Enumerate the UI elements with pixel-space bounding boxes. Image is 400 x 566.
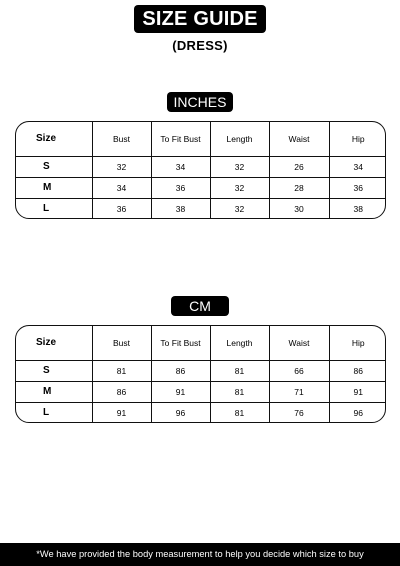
- value-cell: 91: [151, 381, 210, 402]
- value-cell: 96: [151, 402, 210, 423]
- table-row: [16, 156, 386, 177]
- value-cell: 81: [210, 381, 269, 402]
- cm-size-table: [15, 325, 386, 423]
- size-cell: M: [16, 177, 92, 198]
- header-bust: Bust: [92, 122, 151, 156]
- header-size: Size: [16, 122, 92, 156]
- size-cell: S: [16, 360, 92, 381]
- table-row: [16, 177, 386, 198]
- value-cell: 38: [329, 198, 386, 219]
- header-hip: Hip: [329, 326, 386, 360]
- value-cell: 81: [210, 360, 269, 381]
- header-length: Length: [210, 122, 269, 156]
- size-cell: L: [16, 402, 92, 423]
- inches-size-table: [15, 121, 386, 219]
- value-cell: 86: [329, 360, 386, 381]
- value-cell: 26: [269, 156, 329, 177]
- value-cell: 36: [92, 198, 151, 219]
- value-cell: 32: [210, 177, 269, 198]
- header-waist: Waist: [269, 326, 329, 360]
- value-cell: 36: [329, 177, 386, 198]
- header-bust: Bust: [92, 326, 151, 360]
- table-header-row: [16, 122, 386, 156]
- table-row: [16, 198, 386, 219]
- value-cell: 86: [151, 360, 210, 381]
- header-size: Size: [16, 326, 92, 360]
- value-cell: 91: [92, 402, 151, 423]
- value-cell: 66: [269, 360, 329, 381]
- footer-note: *We have provided the body measurement to help you decide which size to buy: [0, 543, 400, 566]
- value-cell: 30: [269, 198, 329, 219]
- value-cell: 91: [329, 381, 386, 402]
- value-cell: 96: [329, 402, 386, 423]
- header-hip: Hip: [329, 122, 386, 156]
- table-row: [16, 360, 386, 381]
- page-title: SIZE GUIDE: [134, 5, 266, 33]
- size-cell: S: [16, 156, 92, 177]
- value-cell: 32: [210, 156, 269, 177]
- table-header-row: [16, 326, 386, 360]
- size-cell: M: [16, 381, 92, 402]
- inches-section-label: INCHES: [167, 92, 233, 112]
- value-cell: 38: [151, 198, 210, 219]
- value-cell: 81: [92, 360, 151, 381]
- value-cell: 71: [269, 381, 329, 402]
- header-waist: Waist: [269, 122, 329, 156]
- header-length: Length: [210, 326, 269, 360]
- value-cell: 32: [92, 156, 151, 177]
- value-cell: 36: [151, 177, 210, 198]
- value-cell: 86: [92, 381, 151, 402]
- value-cell: 81: [210, 402, 269, 423]
- value-cell: 34: [151, 156, 210, 177]
- value-cell: 34: [92, 177, 151, 198]
- table-row: [16, 381, 386, 402]
- value-cell: 34: [329, 156, 386, 177]
- header-to-fit-bust: To Fit Bust: [151, 326, 210, 360]
- value-cell: 76: [269, 402, 329, 423]
- cm-section-label: CM: [171, 296, 229, 316]
- page-subtitle: (DRESS): [172, 38, 228, 53]
- table-row: [16, 402, 386, 423]
- header-to-fit-bust: To Fit Bust: [151, 122, 210, 156]
- value-cell: 32: [210, 198, 269, 219]
- size-cell: L: [16, 198, 92, 219]
- value-cell: 28: [269, 177, 329, 198]
